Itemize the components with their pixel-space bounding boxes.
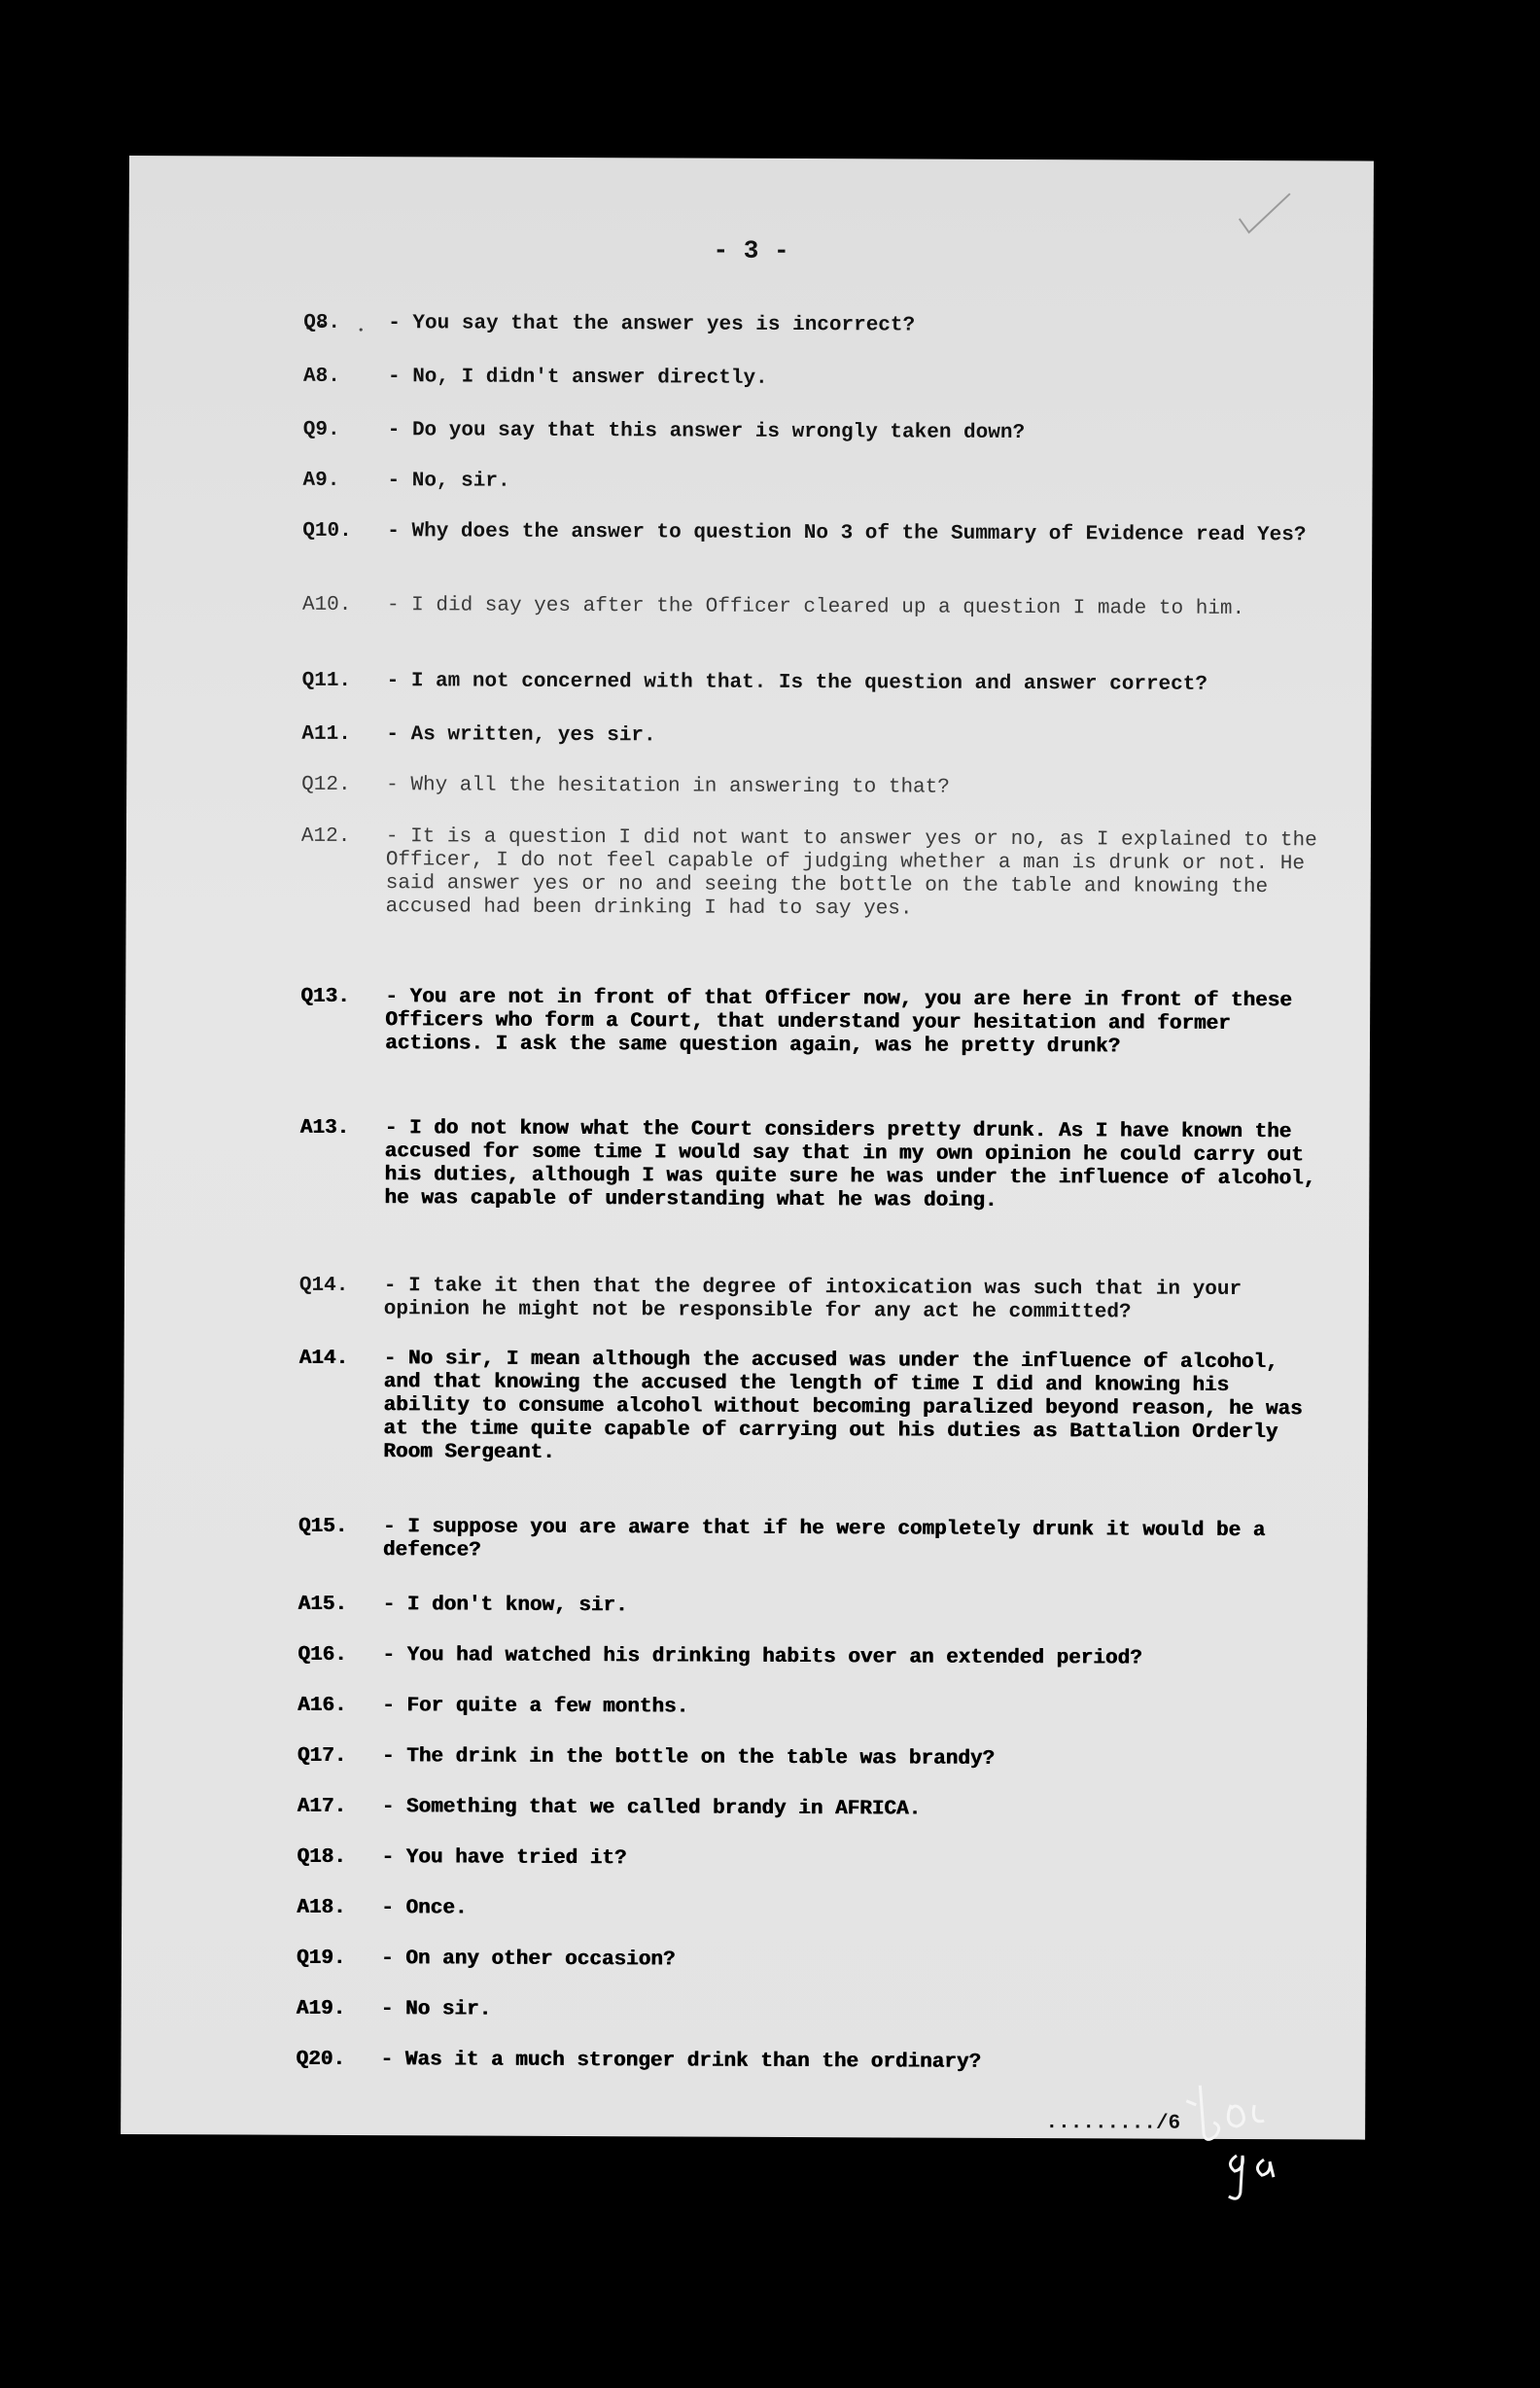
entry-label: Q12. bbox=[301, 773, 351, 796]
entry-q16 bbox=[298, 1643, 1328, 1670]
entry-text: - I did say yes after the Officer cleared up a question I made to him. bbox=[386, 594, 1245, 621]
entry-text: - I am not concerned with that. Is the question and answer correct? bbox=[386, 670, 1208, 696]
entry-q9 bbox=[302, 418, 1334, 445]
entry-label: A8. bbox=[302, 365, 340, 388]
entry-text: - I do not know what the Court considers pretty drunk. As I have known the accused for some time I would say that in my own opinion he could carry out his duties, although I was quite sure he was under the influence of alcohol, he was capable of understanding what he was doing. bbox=[384, 1117, 1316, 1212]
entry-text: - No sir. bbox=[380, 1998, 492, 2021]
entry-q12 bbox=[301, 773, 1332, 799]
entry-label: Q10. bbox=[302, 519, 352, 544]
entry-a19 bbox=[296, 1997, 1327, 2021]
entry-a14 bbox=[298, 1347, 1330, 1464]
entry-label: A13. bbox=[299, 1116, 350, 1140]
entry-text: - Once. bbox=[381, 1897, 468, 1920]
entry-label: Q11. bbox=[301, 669, 352, 693]
entry-label: A15. bbox=[298, 1593, 347, 1616]
entry-text: - I don't know, sir. bbox=[382, 1594, 628, 1618]
entry-label: Q15. bbox=[298, 1515, 348, 1538]
entry-text: - It is a question I did not want to answer yes or no, as I explained to the Officer, I do not feel capable of judging whether a man is drunk or not. He said answer yes or no and seeing the bottle on the table and knowing the accused had been drinking I had to say yes. bbox=[385, 825, 1317, 921]
entry-label: Q8. bbox=[303, 311, 341, 334]
entry-a9 bbox=[302, 469, 1334, 493]
entry-label: A11. bbox=[301, 722, 351, 746]
entry-label: Q18. bbox=[297, 1845, 346, 1869]
entry-label: A17. bbox=[297, 1795, 347, 1818]
entry-label: A14. bbox=[298, 1347, 349, 1370]
entry-label: A10. bbox=[301, 593, 352, 617]
entry-text: - Was it a much stronger drink than the ordinary? bbox=[380, 2049, 982, 2074]
entry-label: A12. bbox=[300, 825, 351, 848]
entry-q19 bbox=[296, 1947, 1327, 1972]
entry-a13 bbox=[299, 1116, 1331, 1212]
entry-a8 bbox=[302, 365, 1334, 390]
entry-a17 bbox=[297, 1795, 1328, 1821]
handwritten-initials bbox=[1180, 2066, 1327, 2213]
entry-label: A18. bbox=[297, 1896, 346, 1919]
entry-text: - For quite a few months. bbox=[381, 1695, 689, 1719]
entry-q20 bbox=[296, 2048, 1327, 2074]
entry-label: A16. bbox=[297, 1694, 347, 1717]
entry-a18 bbox=[297, 1896, 1327, 1920]
entry-label: Q14. bbox=[298, 1274, 349, 1297]
entry-text: - On any other occasion? bbox=[380, 1948, 676, 1972]
entry-text: - Do you say that this answer is wrongly taken down? bbox=[387, 419, 1026, 445]
entry-a11 bbox=[301, 722, 1332, 748]
entry-label: Q16. bbox=[298, 1643, 347, 1667]
entry-text: - No, I didn't answer directly. bbox=[387, 366, 768, 390]
page-number: - 3 - bbox=[713, 235, 789, 265]
document-page bbox=[121, 156, 1374, 2140]
entry-text: - I suppose you are aware that if he were completely drunk it would be a defence? bbox=[382, 1516, 1266, 1563]
entry-a12 bbox=[300, 825, 1332, 921]
entry-q11 bbox=[301, 669, 1333, 696]
entry-q8 bbox=[303, 311, 1334, 337]
entry-a10 bbox=[301, 593, 1333, 621]
entry-text: - No, sir. bbox=[387, 470, 510, 493]
entry-q13 bbox=[300, 985, 1331, 1059]
entry-label: Q19. bbox=[296, 1947, 346, 1970]
entry-text: - Why does the answer to question No 3 of the Summary of Evidence read Yes? bbox=[387, 520, 1307, 547]
entry-text: - The drink in the bottle on the table was brandy? bbox=[381, 1745, 995, 1771]
entry-label: Q13. bbox=[300, 985, 350, 1008]
entry-text: - You have tried it? bbox=[381, 1846, 627, 1871]
entry-text: - No sir, I mean although the accused was under the influence of alcohol, and that knowing the accused the length of time I did and knowing his ability to consume alcohol without becoming paralized beyond reason, he was at the time quite capable of carrying out his duties as Battalion Orderly Room Sergeant. bbox=[383, 1348, 1303, 1464]
entry-q14 bbox=[298, 1274, 1330, 1324]
entry-text: - Why all the hesitation in answering to that? bbox=[386, 774, 950, 799]
entry-text: - You are not in front of that Officer now, you are here in front of these Officers who form a Court, that understand your hesitation and former actions. I ask the same question again, was he pretty drunk? bbox=[384, 986, 1292, 1059]
entry-q15 bbox=[298, 1515, 1329, 1563]
entry-label: A19. bbox=[296, 1997, 346, 2020]
entry-label: Q20. bbox=[296, 2048, 345, 2071]
entry-text: - You say that the answer yes is incorrect? bbox=[388, 312, 916, 337]
pencil-tick-mark bbox=[1236, 190, 1294, 238]
entry-text: - You had watched his drinking habits over an extended period? bbox=[382, 1644, 1142, 1670]
entry-label: Q9. bbox=[302, 418, 340, 441]
entry-label: Q17. bbox=[297, 1744, 347, 1768]
entry-q18 bbox=[297, 1845, 1327, 1871]
entry-q10 bbox=[302, 519, 1333, 547]
continuation-mark: ........./6 bbox=[1045, 2112, 1181, 2135]
entry-q17 bbox=[297, 1744, 1328, 1771]
entry-a16 bbox=[297, 1694, 1328, 1719]
entry-text: - As written, yes sir. bbox=[386, 723, 656, 748]
entry-label: A9. bbox=[302, 469, 340, 492]
entry-text: - Something that we called brandy in AFRICA. bbox=[381, 1796, 922, 1821]
entry-text: - I take it then that the degree of intoxication was such that in your opinion he might not be responsible for any act he committed? bbox=[383, 1275, 1242, 1324]
entry-a15 bbox=[298, 1593, 1329, 1618]
